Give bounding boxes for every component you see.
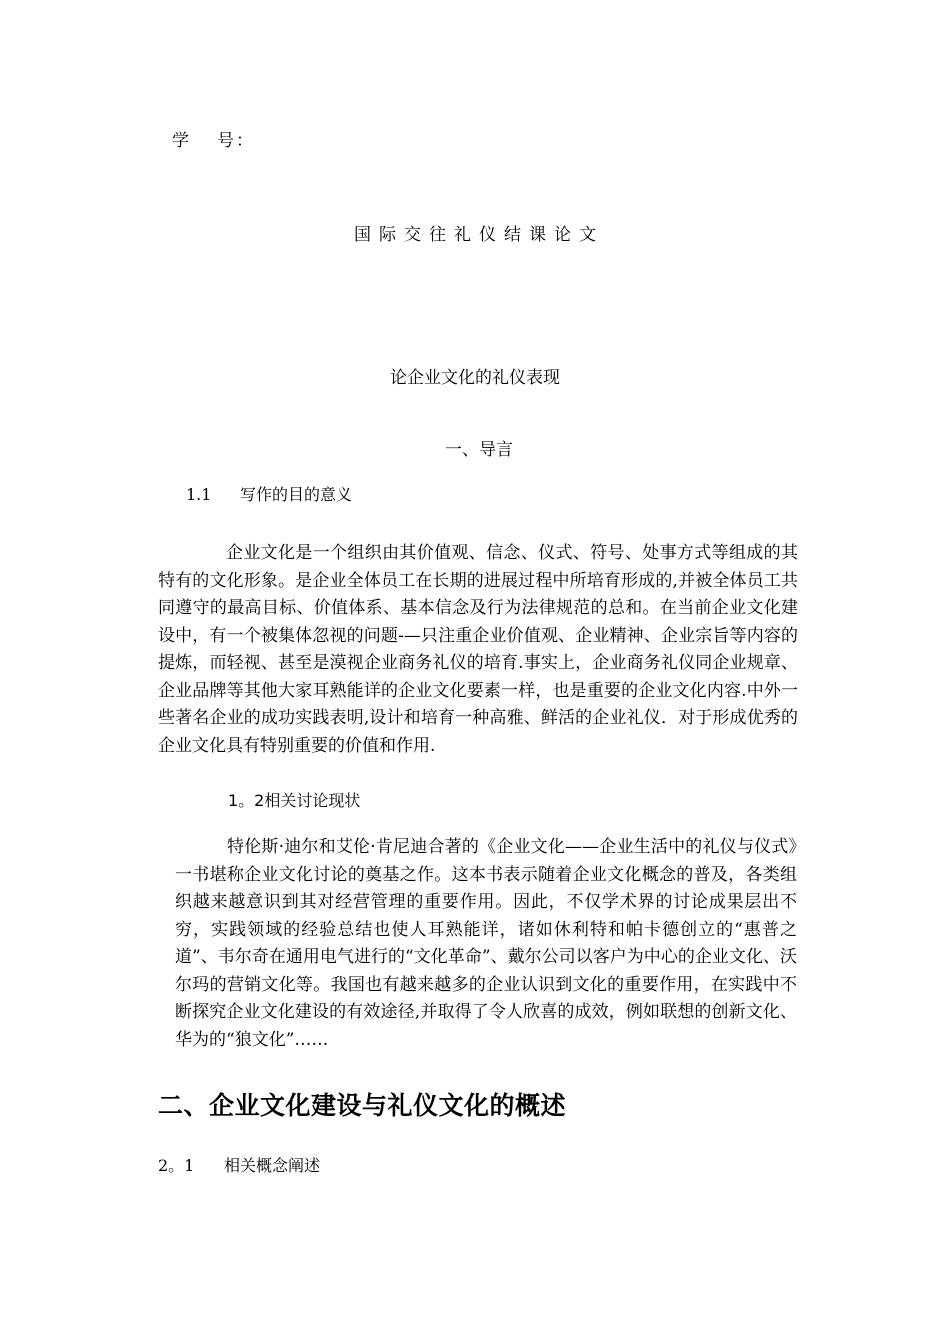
paper-title: 论企业文化的礼仪表现 <box>390 368 560 388</box>
subsection-1-2-heading: 1。2相关讨论现状 <box>228 791 361 810</box>
student-id-label <box>172 126 255 151</box>
subsection-1-1-heading <box>186 482 352 505</box>
section-1-heading: 一、导言 <box>445 440 513 460</box>
paragraph-purpose: 企业文化是一个组织由其价值观、信念、仪式、符号、处事方式等组成的其特有的文化形象。是企业全体员工在长期的进展过程中所培育形成的,并被全体员工共同遵守的最高目标、价值体系、基本信念及行为法律规范的总和。在当前企业文化建设中，有一个被集体忽视的问题-—只注重企业价值观、企业精神、企业宗旨等内容的提炼，而轻视、甚至是漠视企业商务礼仪的培育.事实上，企业商务礼仪同企业规章、企业品牌等其他大家耳熟能详的企业文化要素一样，也是重要的企业文化内容.中外一些著名企业的成功实践表明,设计和培育一种高雅、鲜活的企业礼仪．对于形成优秀的企业文化具有特别重要的价值和作用. <box>158 543 798 756</box>
subsection-2-1-number: 2。1 <box>158 1156 195 1175</box>
paragraph-research-status: 特伦斯·迪尔和艾伦·肯尼迪合著的《企业文化——企业生活中的礼仪与仪式》一书堪称企业文化讨论的奠基之作。这本书表示随着企业文化概念的普及，各类组织越来越意识到其对经营管理的重要作用。因此，不仅学术界的讨论成果层出不穷，实践领域的经验总结也使人耳熟能详，诸如休利特和帕卡德创立的“惠普之道”、韦尔奇在通用电气进行的“文化革命”、戴尔公司以客户为中心的企业文化、沃尔玛的营销文化等。我国也有越来越多的企业认识到文化的重要作用，在实践中不断探究企业文化建设的有效途径,并取得了令人欣喜的成效，例如联想的创新文化、华为的“狼文化”…… <box>175 837 797 1050</box>
subsection-1-1-number: 1.1 <box>186 485 212 504</box>
course-title: 国际交往礼仪结课论文 <box>354 225 604 245</box>
subsection-1-1-title: 写作的目的意义 <box>240 485 353 504</box>
student-id-label-part-1: 学 <box>172 131 191 151</box>
subsection-2-1-heading <box>158 1153 320 1176</box>
student-id-label-part-2: 号： <box>217 131 255 151</box>
subsection-2-1-title: 相关概念阐述 <box>224 1156 321 1175</box>
section-2-heading: 二、企业文化建设与礼仪文化的概述 <box>158 1091 567 1120</box>
